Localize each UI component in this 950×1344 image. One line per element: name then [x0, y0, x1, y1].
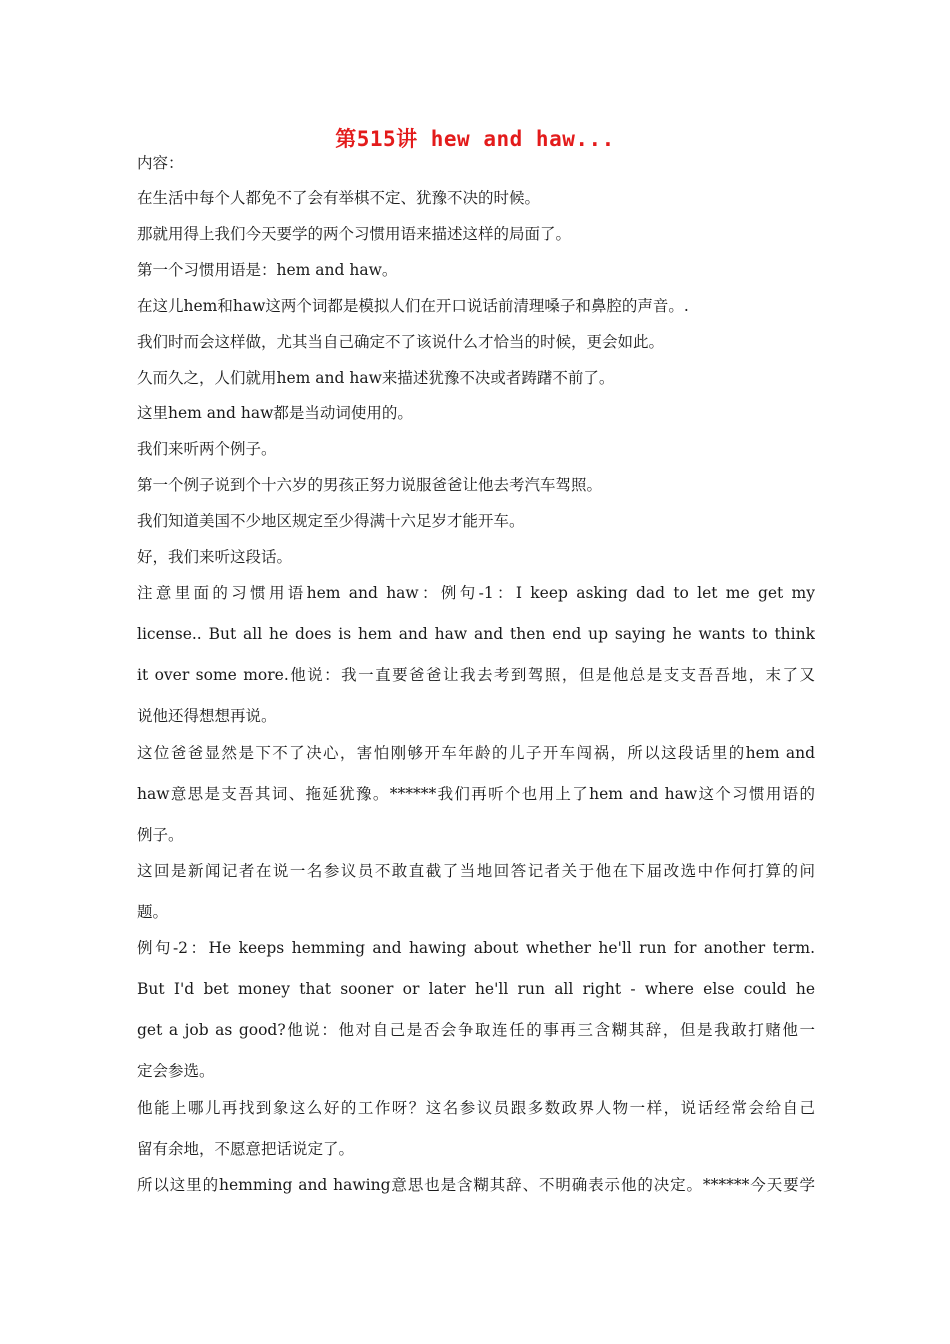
text-line: it over some more.他说：我一直要爸爸让我去考到驾照，但是他总是支支吾吾地，末了又: [137, 666, 815, 684]
text-line: 注意里面的习惯用语hem and haw：例句-1：I keep asking dad to let me get my: [137, 584, 815, 602]
text-line: 这里hem and haw都是当动词使用的。: [137, 404, 413, 422]
text-line: get a job as good?他说：他对自己是否会争取连任的事再三含糊其辞，但是我敢打赌他一: [137, 1021, 815, 1039]
text-line: 那就用得上我们今天要学的两个习惯用语来描述这样的局面了。: [137, 225, 572, 243]
text-line: But I'd bet money that sooner or later he'll run all right - where else could he: [137, 980, 815, 998]
text-line: 第一个习惯用语是：hem and haw。: [137, 261, 398, 279]
text-line: 定会参选。: [137, 1062, 215, 1080]
text-line: 第一个例子说到个十六岁的男孩正努力说服爸爸让他去考汽车驾照。: [137, 476, 603, 494]
text-line: 好，我们来听这段话。: [137, 548, 293, 566]
document-title: 第515讲 hew and haw...: [335, 127, 615, 151]
text-line: license.. But all he does is hem and haw and then end up saying he wants to think: [137, 625, 815, 643]
text-line: 久而久之，人们就用hem and haw来描述犹豫不决或者踌躇不前了。: [137, 369, 615, 387]
text-line: 留有余地，不愿意把话说定了。: [137, 1140, 355, 1158]
text-line: 这回是新闻记者在说一名参议员不敢直截了当地回答记者关于他在下届改选中作何打算的问: [137, 862, 815, 880]
text-line: 例句-2：He keeps hemming and hawing about whether he'll run for another term.: [137, 939, 815, 957]
text-line: 在这儿hem和haw这两个词都是模拟人们在开口说话前清理嗓子和鼻腔的声音。.: [137, 297, 689, 315]
text-line: 他能上哪儿再找到象这么好的工作呀？这名参议员跟多数政界人物一样，说话经常会给自己: [137, 1099, 815, 1117]
text-line: 我们知道美国不少地区规定至少得满十六足岁才能开车。: [137, 512, 525, 530]
text-line: 例子。: [137, 826, 184, 844]
text-line: 在生活中每个人都免不了会有举棋不定、犹豫不决的时候。: [137, 189, 541, 207]
text-line: 我们来听两个例子。: [137, 440, 277, 458]
text-line: haw意思是支吾其词、拖延犹豫。******我们再听个也用上了hem and haw这个习惯用语的: [137, 785, 815, 803]
text-line: 所以这里的hemming and hawing意思也是含糊其辞、不明确表示他的决定。******今天要学: [137, 1176, 815, 1194]
text-line: 我们时而会这样做，尤其当自己确定不了该说什么才恰当的时候，更会如此。: [137, 333, 665, 351]
text-line: 题。: [137, 903, 169, 921]
text-line: 说他还得想想再说。: [137, 707, 277, 725]
text-line: 这位爸爸显然是下不了决心，害怕刚够开车年龄的儿子开车闯祸，所以这段话里的hem and: [137, 744, 815, 762]
text-line: 内容：: [137, 154, 184, 172]
